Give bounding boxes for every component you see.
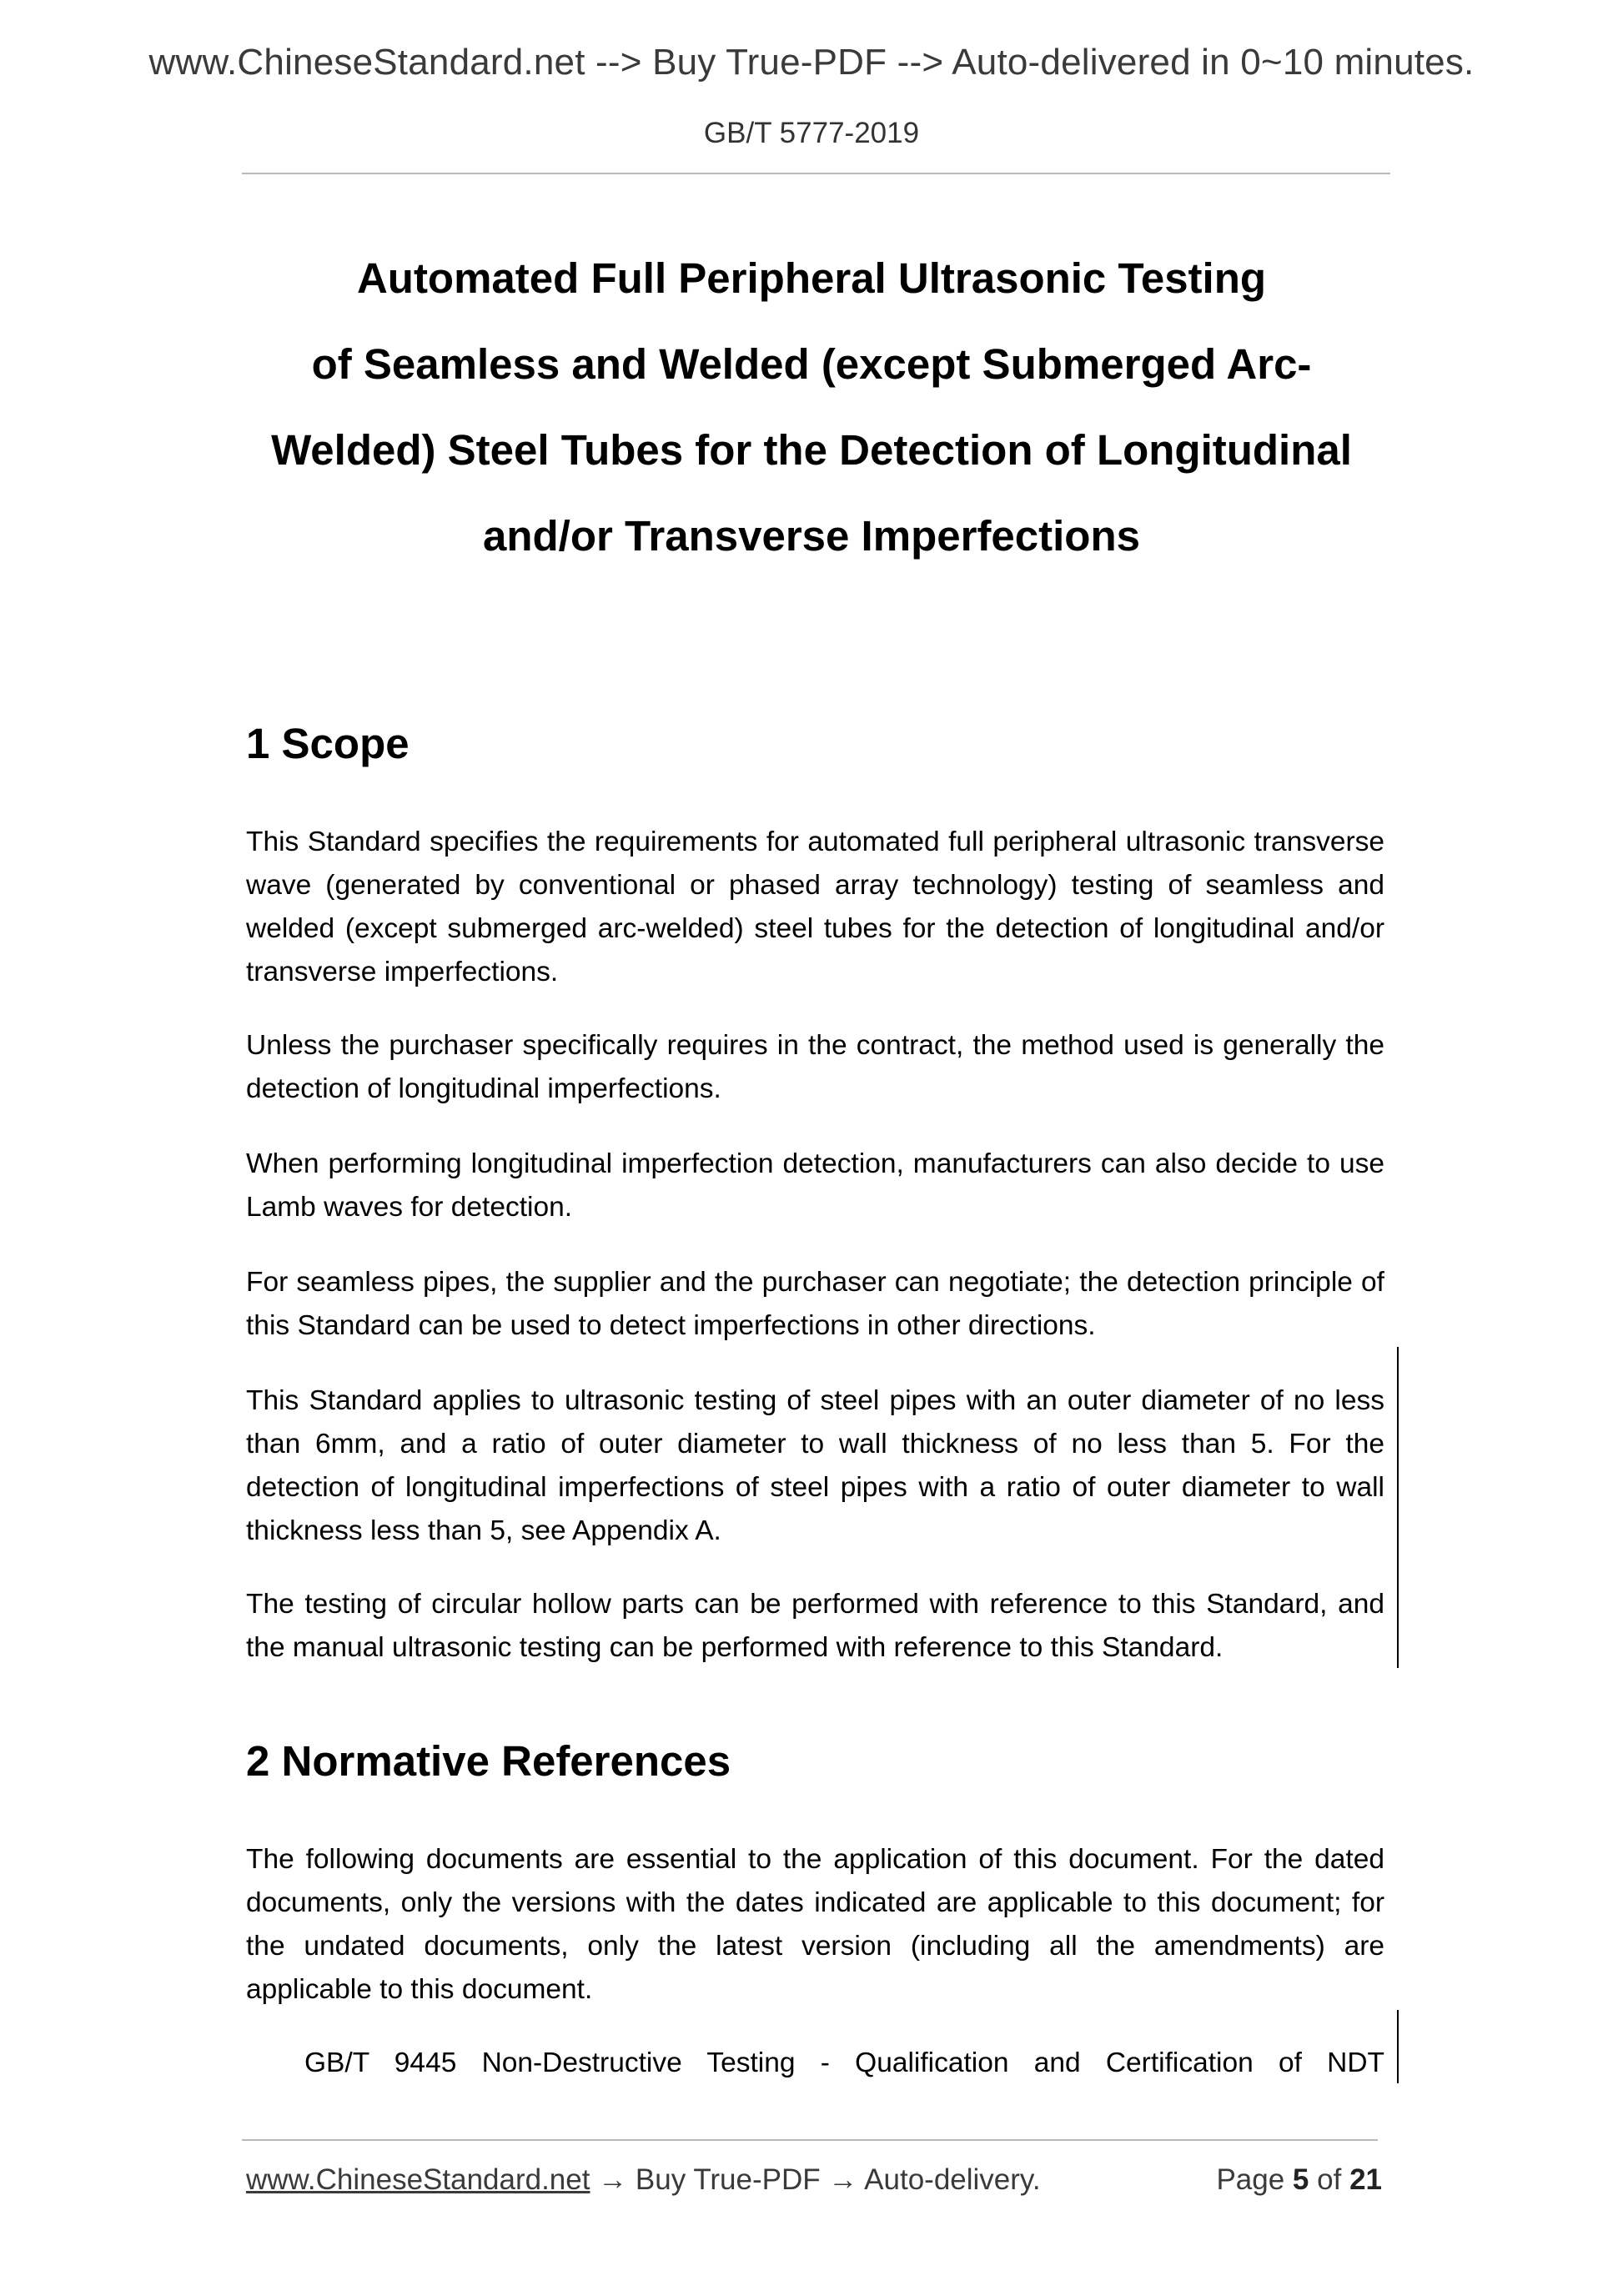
current-page-number: 5 — [1292, 2163, 1309, 2196]
section-heading-normative-references: 2 Normative References — [246, 1737, 731, 1785]
header-divider — [242, 173, 1390, 174]
total-page-count: 21 — [1349, 2163, 1382, 2196]
scope-paragraph-2: Unless the purchaser specifically requires in the contract, the method used is generally the detection of longitudinal imperfections. — [246, 1030, 1384, 1104]
scope-paragraph-6: The testing of circular hollow parts can be performed with reference to this Standard, and the manual ultrasonic testing can be performed with reference to this Standard. — [246, 1589, 1384, 1663]
page-footer — [246, 2163, 1382, 2197]
page-indicator — [1216, 2163, 1382, 2197]
scope-paragraph-5: This Standard applies to ultrasonic testing of steel pipes with an outer diameter of no less than 6mm, and a ratio of outer diameter to wall thickness of no less than 5. For the detection of longitudinal imperfections of steel pipes with a ratio of outer diameter to wall thickness less than 5, see Appendix A. — [246, 1385, 1384, 1546]
section-heading-scope: 1 Scope — [246, 720, 410, 767]
document-title — [192, 235, 1431, 579]
footer-divider — [242, 2139, 1378, 2141]
scope-paragraph-1: This Standard specifies the requirements for automated full peripheral ultrasonic transverse wave (generated by conventional or phased array technology) testing of seamless and welded (except submerged arc-welded) steel tubes for the detection of longitudinal and/or transverse imperfections. — [246, 826, 1384, 987]
revision-change-bar — [1397, 1347, 1399, 1668]
standard-code: GB/T 5777-2019 — [703, 117, 920, 149]
normative-reference-item: GB/T 9445 Non-Destructive Testing - Qualification and Certification of NDT — [304, 2047, 1384, 2078]
scope-paragraph-4: For seamless pipes, the supplier and the purchaser can negotiate; the detection principle of this Standard can be used to detect imperfections in other directions. — [246, 1267, 1384, 1341]
revision-change-bar — [1397, 2010, 1399, 2083]
title-line: of Seamless and Welded (except Submerged Arc- — [311, 340, 1312, 388]
footer-tagline: → Buy True-PDF → Auto-delivery. — [590, 2163, 1041, 2196]
title-line: Welded) Steel Tubes for the Detection of Longitudinal — [271, 426, 1352, 474]
normative-paragraph-1: The following documents are essential to the application of this document. For the dated documents, only the versions with the dates indicated are applicable to this document; for the undated documents, only the latest version (including all the amendments) are applicable to this document. — [246, 1844, 1384, 2005]
top-banner: www.ChineseStandard.net --> Buy True-PDF --> Auto-delivered in 0~10 minutes. — [148, 42, 1475, 83]
of-word: of — [1317, 2163, 1342, 2196]
title-line: Automated Full Peripheral Ultrasonic Testing — [356, 254, 1267, 302]
page-word: Page — [1216, 2163, 1285, 2196]
title-line: and/or Transverse Imperfections — [483, 512, 1140, 560]
footer-site-link[interactable]: www.ChineseStandard.net — [246, 2163, 590, 2196]
scope-paragraph-3: When performing longitudinal imperfection detection, manufacturers can also decide to use Lamb waves for detection. — [246, 1148, 1384, 1223]
